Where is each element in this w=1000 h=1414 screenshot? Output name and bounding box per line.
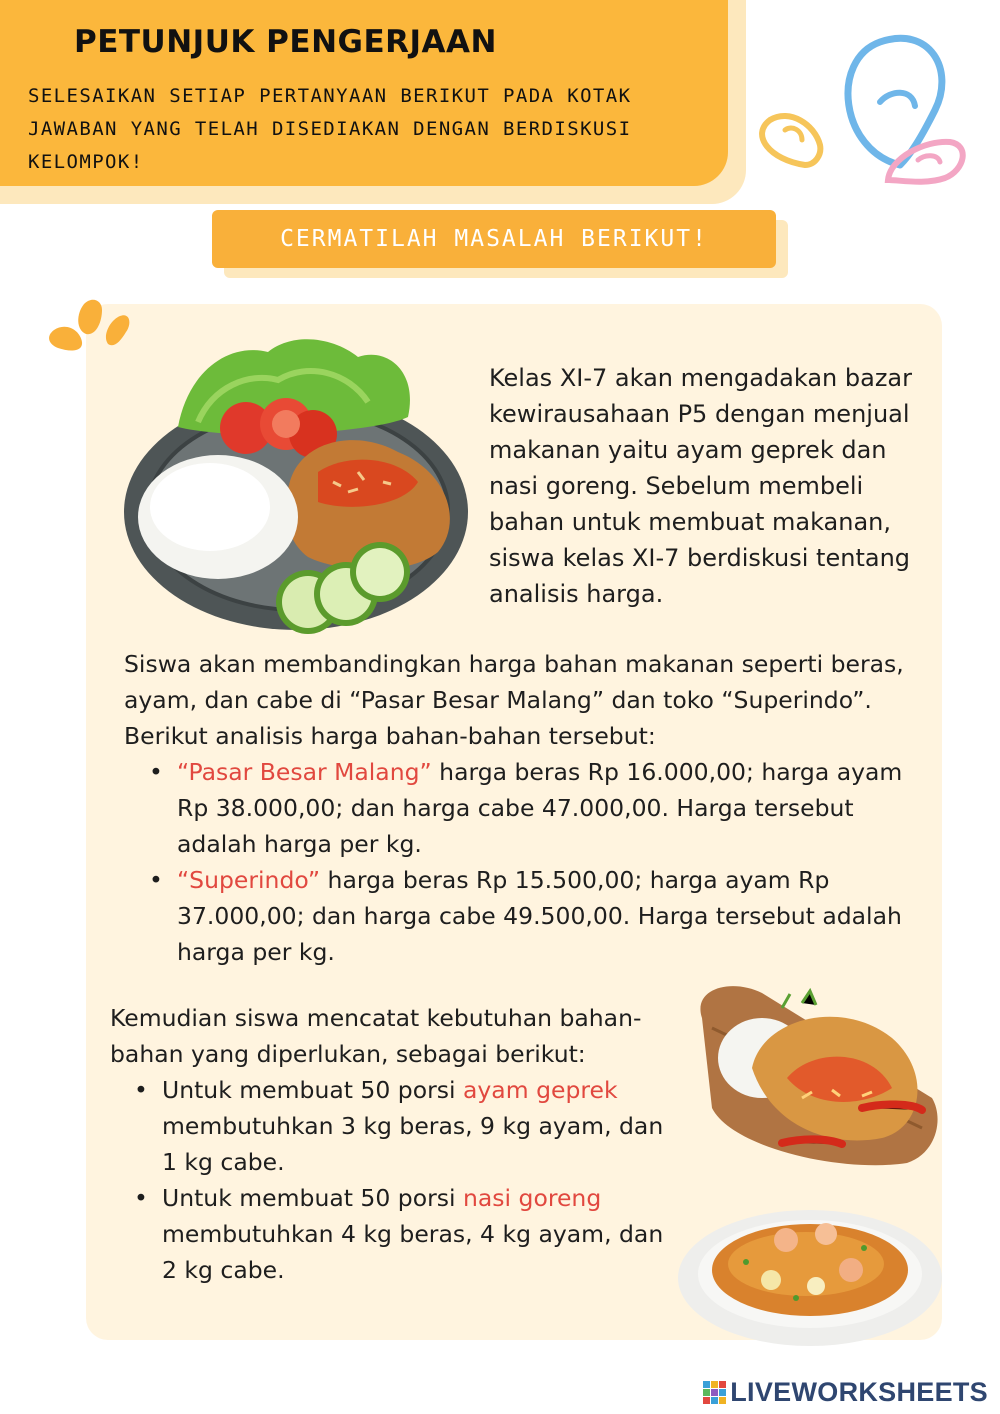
logo-text: LIVEWORKSHEETS xyxy=(730,1376,988,1407)
doodle-decoration-icon xyxy=(750,30,980,190)
comparison-lead: Siswa akan membandingkan harga bahan makanan seperti beras, ayam, dan cabe di “Pasar Besar Malang” dan toko “Superindo”. Berikut analisis harga bahan-bahan tersebut: xyxy=(124,650,904,750)
ingredient-needs-section xyxy=(110,1000,670,1288)
instructions-header xyxy=(0,0,728,186)
ayam-geprek-plate-image xyxy=(118,332,468,642)
nasi-goreng-plate-image xyxy=(676,1200,944,1350)
price-comparison-section xyxy=(124,646,924,970)
store-name: “Superindo” xyxy=(177,866,321,894)
price-text: harga beras Rp 15.500,00; harga ayam Rp 37.000,00; dan harga cabe 49.500,00. Harga tersebut adalah harga per kg. xyxy=(177,866,902,966)
list-item xyxy=(162,1180,670,1288)
liveworksheets-logo-icon xyxy=(702,1379,728,1405)
list-item xyxy=(162,1072,670,1180)
list-item xyxy=(177,754,924,862)
store-name: “Pasar Besar Malang” xyxy=(177,758,432,786)
price-list xyxy=(177,754,924,970)
header-title: PETUNJUK PENGERJAAN xyxy=(74,24,497,60)
list-item xyxy=(177,862,924,970)
intro-paragraph: Kelas XI-7 akan mengadakan bazar kewirausahaan P5 dengan menjual makanan yaitu ayam geprek dan nasi goreng. Sebelum membeli bahan untuk membuat makanan, siswa kelas XI-7 berdiskusi tentang analisis harga. xyxy=(489,364,912,608)
subtitle-banner: CERMATILAH MASALAH BERIKUT! xyxy=(212,210,776,268)
dish-name: nasi goreng xyxy=(463,1184,602,1212)
needs-suffix: membutuhkan 4 kg beras, 4 kg ayam, dan 2 kg cabe. xyxy=(162,1220,664,1284)
liveworksheets-logo xyxy=(702,1378,988,1406)
needs-lead: Kemudian siswa mencatat kebutuhan bahan-bahan yang diperlukan, sebagai berikut: xyxy=(110,1004,642,1068)
dish-name: ayam geprek xyxy=(463,1076,618,1104)
needs-prefix: Untuk membuat 50 porsi xyxy=(162,1184,463,1212)
needs-suffix: membutuhkan 3 kg beras, 9 kg ayam, dan 1 kg cabe. xyxy=(162,1112,664,1176)
price-text: harga beras Rp 16.000,00; harga ayam Rp 38.000,00; dan harga cabe 47.000,00. Harga tersebut adalah harga per kg. xyxy=(177,758,903,858)
needs-list xyxy=(162,1072,670,1288)
needs-prefix: Untuk membuat 50 porsi xyxy=(162,1076,463,1104)
ayam-geprek-board-image xyxy=(692,978,944,1168)
header-instruction: SELESAIKAN SETIAP PERTANYAAN BERIKUT PADA KOTAK JAWABAN YANG TELAH DISEDIAKAN DENGAN BERDISKUSI KELOMPOK! xyxy=(28,85,632,173)
